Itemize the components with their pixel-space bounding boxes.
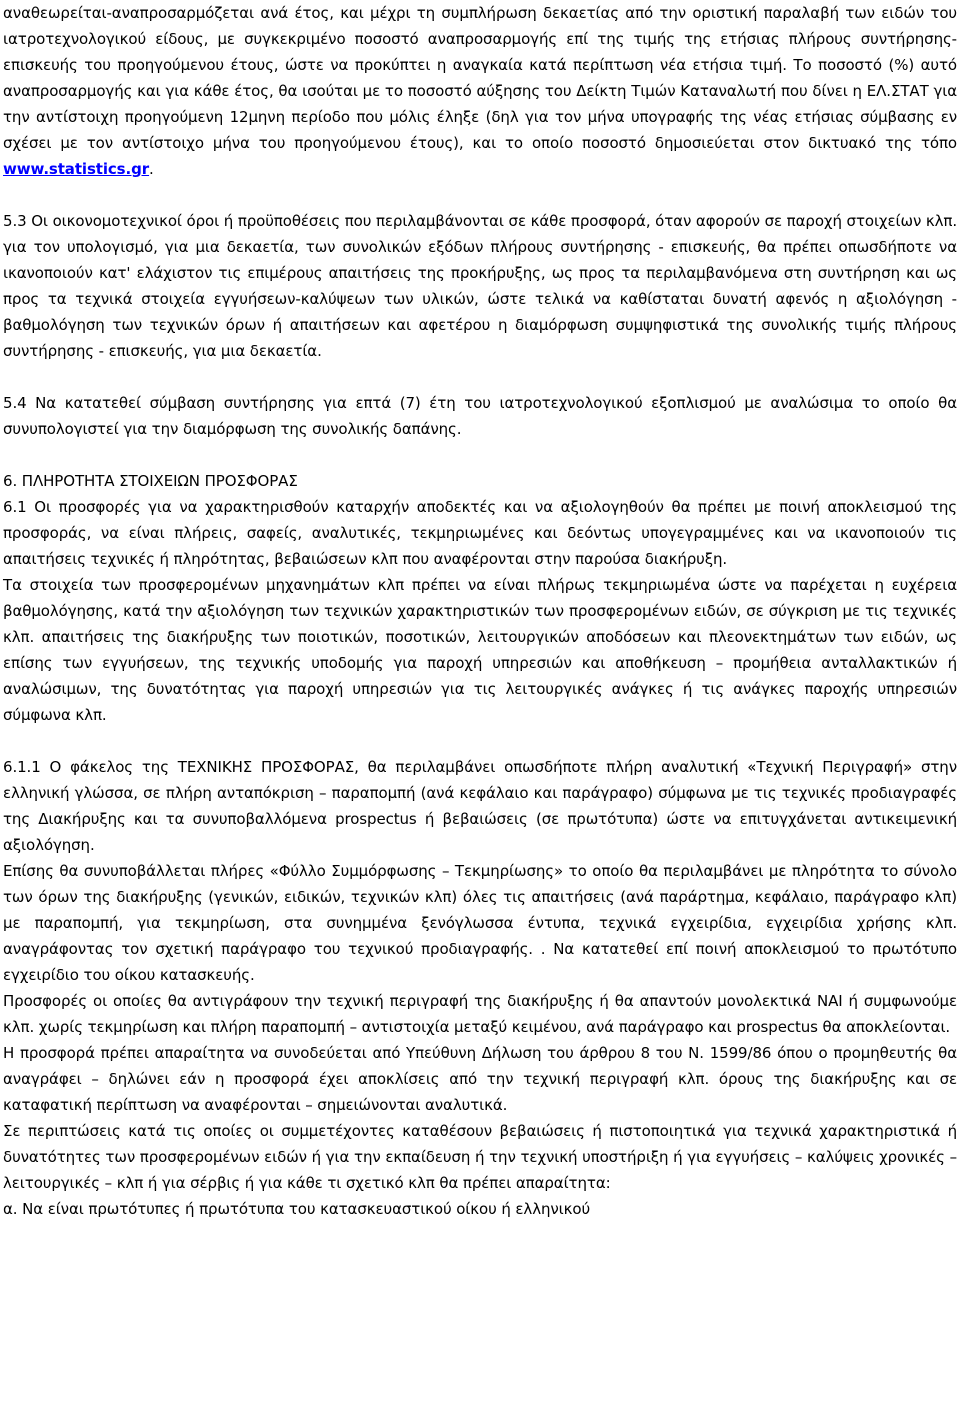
paragraph-declaration: Η προσφορά πρέπει απαραίτητα να συνοδεύεται από Υπεύθυνη Δήλωση του άρθρου 8 του Ν. 1599/86 όπου ο προμηθευτής θα αναγράφει – δηλώνει εάν η προσφορά έχει αποκλίσεις από την τεχνική περιγραφή κλπ. όρους της διακήρυξης και σε καταφατική περίπτωση να αναφέρονται – σημειώνονται αναλυτικά. — [3, 1044, 957, 1114]
paragraph-compliance-sheet: Επίσης θα συνυποβάλλεται πλήρες «Φύλλο Συμμόρφωσης – Τεκμηρίωσης» το οποίο θα περιλαμβάνει με πληρότητα το σύνολο των όρων της διακήρυξης (γενικών, ειδικών, τεχνικών κλπ) όλες τις απαιτήσεις (ανά παράρτημα, κεφάλαιο, παράγραφο κλπ) με παραπομπή, για τεκμηρίωση, στα συνημμένα ξενόγλωσσα έντυπα, τεχνικά εγχειρίδια, εγχειρίδια χρήσης κλπ. αναγράφοντας τον σχετική παράγραφο του τεχνικού προδιαγραφής. . Να κατατεθεί επί ποινή αποκλεισμού το πρωτότυπο εγχειρίδιο του οίκου κατασκευής. — [3, 862, 957, 984]
paragraph-6-1-1: 6.1.1 Ο φάκελος της ΤΕΧΝΙΚΗΣ ΠΡΟΣΦΟΡΑΣ, θα περιλαμβάνει οπωσδήποτε πλήρη αναλυτική «Τεχνική Περιγραφή» στην ελληνική γλώσσα, σε πλήρη ανταπόκριση – παραπομπή (ανά κεφάλαιο και παράγραφο) σύμφωνα με τις τεχνικές προδιαγραφές της Διακήρυξης και τα συνυποβαλλόμενα prospectus ή βεβαιώσεις (σε πρωτότυπα) ώστε να επιτυγχάνεται αντικειμενική αξιολόγηση. — [3, 758, 957, 854]
paragraph-gap — [3, 364, 957, 390]
paragraph-certificates: Σε περιπτώσεις κατά τις οποίες οι συμμετέχοντες καταθέσουν βεβαιώσεις ή πιστοποιητικά για τεχνικά χαρακτηριστικά ή δυνατότητες των προσφερομένων ειδών ή για την εκπαίδευση ή την τεχνική υποστήριξη ή για εγγυήσεις – καλύψεις χρονικές – λειτουργικές – κλπ ή για σέρβις ή για κάθε τι σχετικό κλπ θα πρέπει απαραίτητα: — [3, 1122, 957, 1192]
section-heading-6: 6. ΠΛΗΡΟΤΗΤΑ ΣΤΟΙΧΕΙΩΝ ΠΡΟΣΦΟΡΑΣ — [3, 472, 298, 490]
paragraph-5-4: 5.4 Να κατατεθεί σύμβαση συντήρησης για επτά (7) έτη του ιατροτεχνολογικού εξοπλισμού με αναλώσιμα το οποίο θα συνυπολογιστεί για την διαμόρφωση της συνολικής δαπάνης. — [3, 394, 957, 438]
paragraph-machine-data: Τα στοιχεία των προσφερομένων μηχανημάτων κλπ πρέπει να είναι πλήρως τεκμηριωμένα ώστε να παρέχεται η ευχέρεια βαθμολόγησης, κατά την αξιολόγηση των τεχνικών χαρακτηριστικών των προσφερομένων ειδών, σε σύγκριση με τις τεχνικές κλπ. απαιτήσεις της διακήρυξης των ποιοτικών, ποσοτικών, λειτουργικών αποδόσεων και πλεονεκτημάτων των ειδών, ως επίσης των εγγυήσεων, της τεχνικής υποδομής για παροχή υπηρεσιών και αποθήκευση – προμήθεια ανταλλακτικών ή αναλώσιμων, της δυνατότητας για παροχή υπηρεσιών για τις λειτουργικές ανάγκες ή τις ανάγκες παροχής υπηρεσιών σύμφωνα κλπ. — [3, 576, 957, 724]
paragraph-6-1: 6.1 Οι προσφορές για να χαρακτηρισθούν καταρχήν αποδεκτές και να αξιολογηθούν θα πρέπει με ποινή αποκλεισμού της προσφοράς, να είναι πλήρεις, σαφείς, αναλυτικές, τεκμηριωμένες και δεόντως υπογεγραμμένες και να ικανοποιούν τις απαιτήσεις τεχνικές ή πληρότητας, βεβαιώσεων κλπ που αναφέρονται στην παρούσα διακήρυξη. — [3, 498, 957, 568]
paragraph-gap — [3, 728, 957, 754]
paragraph-gap — [3, 182, 957, 208]
paragraph-5-3: 5.3 Οι οικονομοτεχνικοί όροι ή προϋποθέσεις που περιλαμβάνονται σε κάθε προσφορά, όταν αφορούν σε παροχή στοιχείων κλπ. για τον υπολογισμό, για μια δεκαετία, των συνολικών εξόδων πλήρους συντήρησης - επισκευής, θα πρέπει οπωσδήποτε να ικανοποιούν κατ' ελάχιστον τις επιμέρους απαιτήσεις της προκήρυξης, ως προς τα περιλαμβανόμενα στη συντήρηση και ως προς τα τεχνικά στοιχεία εγγυήσεων-καλύψεων των υλικών, ώστε τελικά να καθίσταται δυνατή αφενός η αξιολόγηση - βαθμολόγηση των τεχνικών όρων ή απαιτήσεων και αφετέρου η διαμόρφωση συμψηφιστικά της συνολικής τιμής πλήρους συντήρησης - επισκευής, για μια δεκαετία. — [3, 212, 958, 360]
paragraph-rejection: Προσφορές οι οποίες θα αντιγράφουν την τεχνική περιγραφή της διακήρυξης ή θα απαντούν μονολεκτικά ΝΑΙ ή συμφωνούμε κλπ. χωρίς τεκμηρίωση και πλήρη παραπομπή – αντιστοιχία μεταξύ κειμένου, ανά παράγραφο και prospectus θα αποκλείονται. — [3, 992, 957, 1036]
statistics-link[interactable]: www.statistics.gr — [3, 160, 150, 178]
paragraph-item-a: α. Να είναι πρωτότυπες ή πρωτότυπα του κατασκευαστικού οίκου ή ελληνικού — [3, 1200, 591, 1218]
document-page — [3, 0, 957, 1222]
paragraph-gap — [3, 442, 957, 468]
paragraph-text: αναθεωρείται-αναπροσαρμόζεται ανά έτος, και μέχρι τη συμπλήρωση δεκαετίας από την οριστική παραλαβή των ειδών του ιατροτεχνολογικού είδους, με συγκεκριμένο ποσοστό αναπροσαρμογής επί της τιμής της ετήσιας πλήρους συντήρησης-επισκευής του προηγούμενου έτους, ώστε να προκύπτει η αναγκαία κατά περίπτωση νέα ετήσια τιμή. Το ποσοστό (%) αυτό αναπροσαρμογής και για κάθε έτος, θα ισούται με το ποσοστό αύξησης του Δείκτη Τιμών Καταναλωτή που δίνει η ΕΛ.ΣΤΑΤ για την αντίστοιχη προηγούμενη 12μηνη περίοδο που μόλις έληξε (δηλ για τον μήνα υπογραφής της νέας ετήσιας σύμβασης εν σχέσει με τον αντίστοιχο μήνα του προηγούμενου έτους), και το οποίο ποσοστό δημοσιεύεται στον δικτυακό της τόπο — [3, 4, 957, 152]
paragraph-text-end: . — [149, 160, 154, 178]
paragraph-price-adjustment — [3, 0, 957, 182]
